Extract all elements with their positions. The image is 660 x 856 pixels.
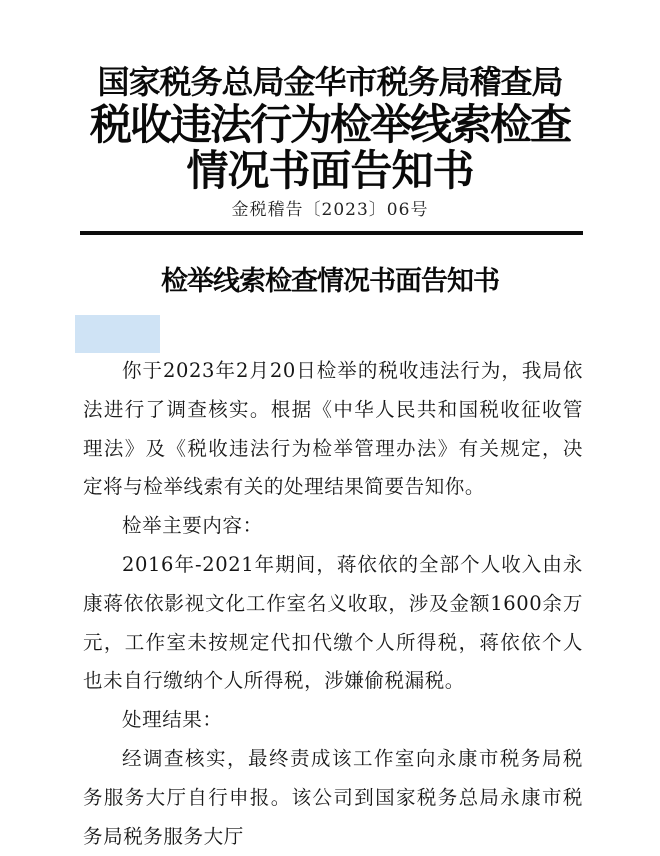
section-heading-report-content: 检举主要内容：	[122, 514, 263, 538]
redacted-recipient-name	[75, 315, 160, 353]
document-title-line-2: 情况书面告知书	[186, 146, 474, 195]
section-heading-result: 处理结果：	[122, 708, 223, 732]
paragraph-intro: 你于2023年2月20日检举的税收违法行为，我局依法进行了调查核实。根据《中华人民共和国税收征收管理法》及《税收违法行为检举管理办法》有关规定，决定将与检举线索有关的处理结果简要告知你。	[83, 359, 583, 499]
notice-body	[83, 352, 583, 856]
issuer-name: 国家税务总局金华市税务局稽查局	[97, 63, 563, 101]
document-number: 金税稽告〔2023〕06号	[231, 200, 429, 220]
document-title-line-1: 税收违法行为检举线索检查	[89, 100, 570, 149]
header-divider-line	[80, 231, 583, 235]
paragraph-result: 经调查核实，最终责成该工作室向永康市税务局税务服务大厅自行申报。该公司到国家税务总局永康市税务局税务服务大厅	[83, 746, 583, 848]
notice-subtitle: 检举线索检查情况书面告知书	[161, 266, 499, 297]
paragraph-report-content: 2016年-2021年期间，蒋依依的全部个人收入由永康蒋依依影视文化工作室名义收取，涉及金额1600余万元，工作室未按规定代扣代缴个人所得税，蒋依依个人也未自行缴纳个人所得税，涉嫌偷税漏税。	[83, 552, 583, 693]
